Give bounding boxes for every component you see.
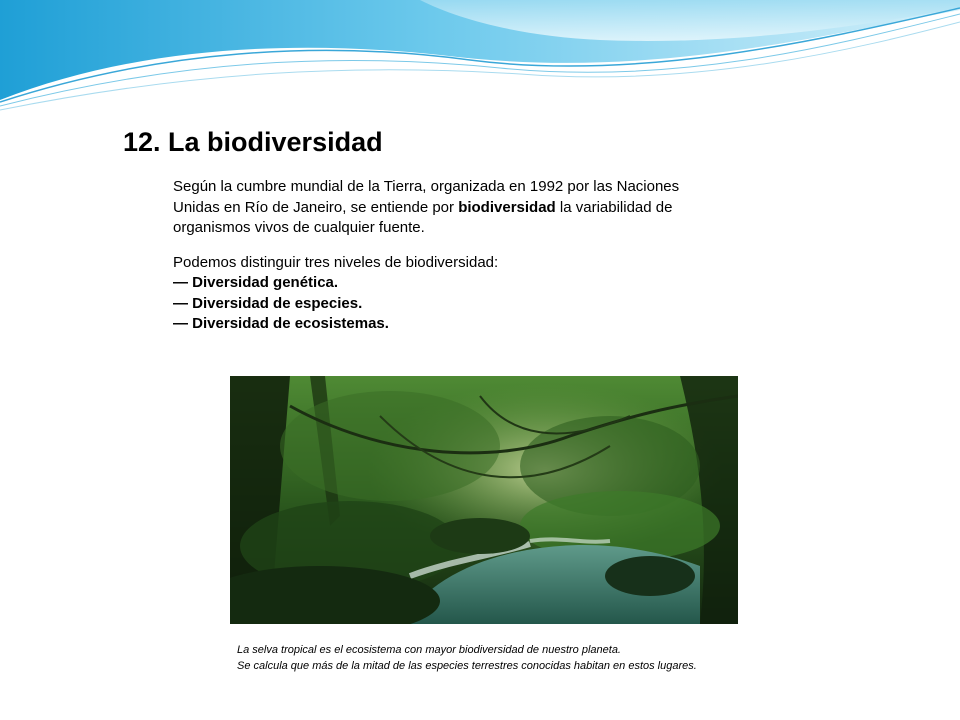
intro-line-1: Según la cumbre mundial de la Tierra, organizada en 1992 por las Naciones	[173, 178, 680, 195]
caption-line-2: Se calcula que más de la mitad de las especies terrestres conocidas habitan en estos lugares.	[237, 660, 697, 672]
levels-intro: Podemos distinguir tres niveles de biodiversidad:	[173, 253, 499, 271]
slide-body	[173, 177, 773, 335]
intro-line-2	[173, 198, 763, 219]
header-wave-decoration	[0, 0, 960, 115]
level-ecosystems: — Diversidad de ecosistemas.	[173, 315, 389, 332]
intro-line-3: organismos vivos de cualquier fuente.	[173, 219, 425, 236]
level-species: — Diversidad de especies.	[173, 294, 363, 312]
intro-line-2-start: Unidas en Río de Janeiro, se entiende por	[173, 198, 459, 216]
intro-paragraph	[173, 177, 763, 239]
photo-caption	[237, 642, 837, 674]
level-genetic: — Diversidad genética.	[173, 274, 339, 291]
biodiversidad-term: biodiversidad	[458, 198, 556, 216]
caption-line-1: La selva tropical es el ecosistema con mayor biodiversidad de nuestro planeta.	[237, 644, 621, 656]
slide-title: 12. La biodiversidad	[123, 127, 383, 157]
rainforest-photo	[230, 376, 738, 624]
intro-line-2-end: la variabilidad de	[555, 198, 673, 216]
